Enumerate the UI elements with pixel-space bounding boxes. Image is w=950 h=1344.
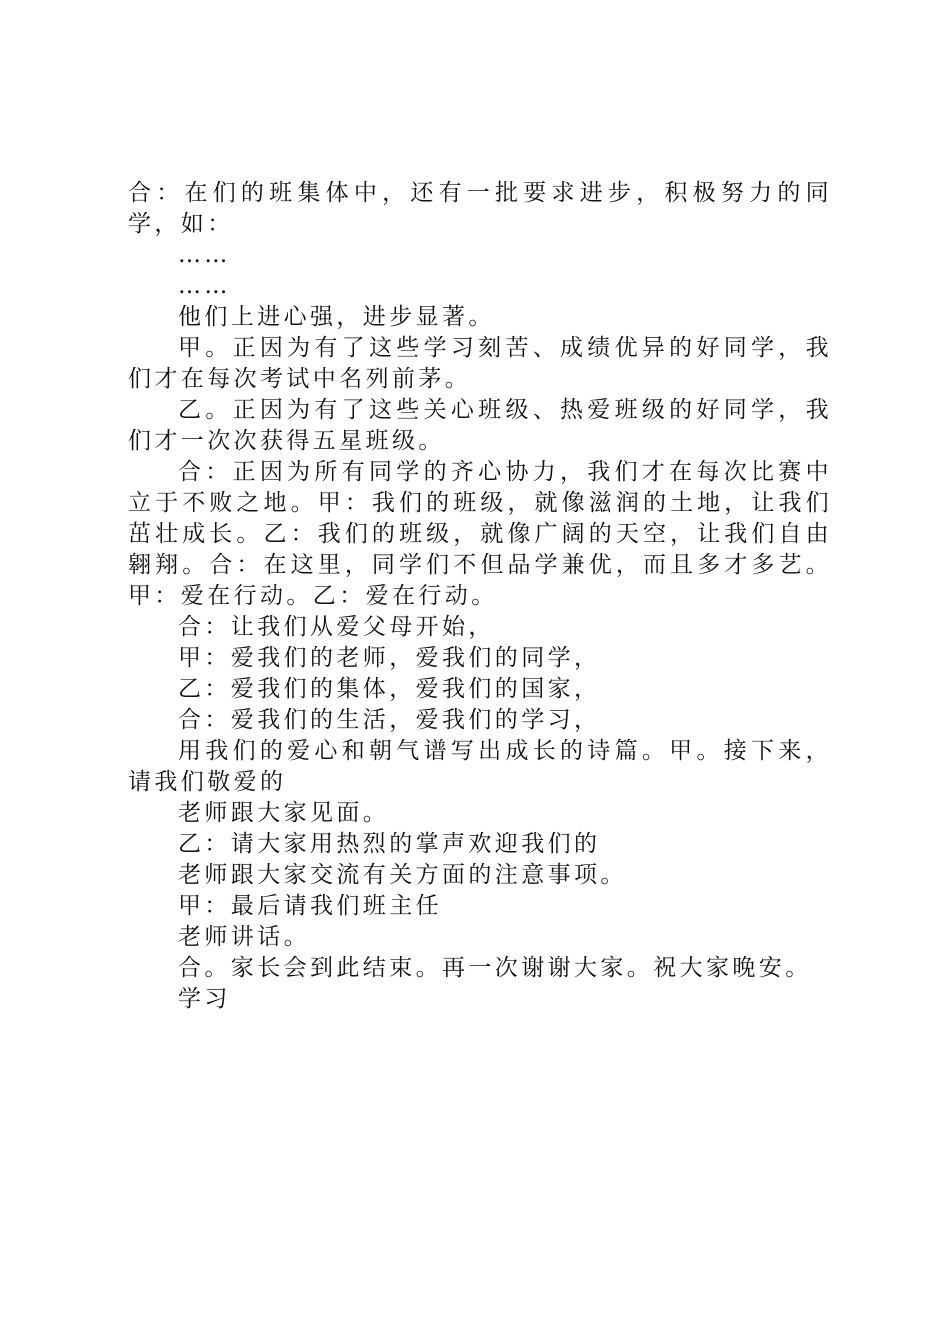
paragraph: 学习 [178, 986, 231, 1012]
paragraph: …… [178, 273, 231, 299]
paragraph: 合：爱我们的生活，爱我们的学习， [178, 707, 601, 733]
paragraph: 他们上进心强，进步显著。 [178, 304, 495, 330]
paragraph: …… [178, 242, 231, 268]
paragraph: 甲：最后请我们班主任 [178, 893, 442, 919]
paragraph: 乙：爱我们的集体，爱我们的国家， [178, 676, 601, 702]
paragraph: 老师跟大家见面。 [178, 800, 390, 826]
paragraph: 合：在们的班集体中，还有一批要求进步，积极努力的同学，如： [128, 180, 832, 237]
paragraph: 甲：爱我们的老师，爱我们的同学， [178, 645, 601, 671]
paragraph: 用我们的爱心和朝气谱写出成长的诗篇。甲。接下来，请我们敬爱的 [128, 738, 832, 795]
paragraph: 合：正因为所有同学的齐心协力，我们才在每次比赛中立于不败之地。甲：我们的班级，就像滋润的土地，让我们茁壮成长。乙：我们的班级，就像广阔的天空，让我们自由翱翔。合：在这里，同学们不但品学兼优，而且多才多艺。甲：爱在行动。乙：爱在行动。 [128, 459, 832, 609]
document-body [128, 178, 832, 1015]
paragraph: 老师讲话。 [178, 924, 310, 950]
paragraph: 乙。正因为有了这些关心班级、热爱班级的好同学，我们才一次次获得五星班级。 [128, 397, 832, 454]
paragraph: 老师跟大家交流有关方面的注意事项。 [178, 862, 627, 888]
paragraph: 合：让我们从爱父母开始， [178, 614, 495, 640]
paragraph: 甲。正因为有了这些学习刻苦、成绩优异的好同学，我们才在每次考试中名列前茅。 [128, 335, 832, 392]
paragraph: 合。家长会到此结束。再一次谢谢大家。祝大家晚安。 [178, 955, 812, 981]
paragraph: 乙：请大家用热烈的掌声欢迎我们的 [178, 831, 601, 857]
